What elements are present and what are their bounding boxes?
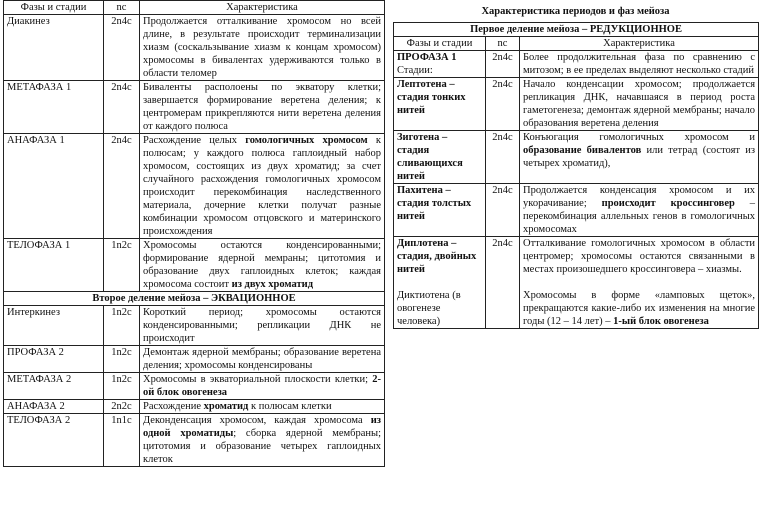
phase-cell <box>394 184 486 237</box>
left-header-nc: nc <box>104 1 140 15</box>
right-phase-row <box>394 237 759 329</box>
right-header-phase: Фазы и стадии <box>394 37 486 51</box>
phase-cell: МЕТАФАЗА 1 <box>4 81 104 134</box>
nc-cell: 2n4c <box>486 131 520 184</box>
description-cell: Расхождение целых гомологичных хромосом к полюсам; у каждого полюса гаплоидный набор хромосом, состоящих из двух хроматид; за счет случайного расхождения гомологичных хромосом происходит перекомбинация наследственного материала, дочерние клетки получат разные комбинации хромосом отцовского и материнского происхождения <box>140 134 385 239</box>
bold-term: гомологичных хромосом <box>245 135 368 146</box>
nc-cell: 1n2c <box>104 373 140 400</box>
description-cell: Расхождение хроматид к полюсам клетки <box>140 400 385 414</box>
description-cell: Отталкивание гомологичных хромосом в области центромер; хромосомы остаются связанными в местах произошедшего кроссинговера – хиазмы. Хромосомы в форме «ламповых щеток», прекращаются какие-либо их изменения на многие годы (12 – 14 лет) – 1-ый блок овогенеза <box>520 237 759 329</box>
nc-cell: 2n4c <box>104 15 140 81</box>
bold-term: хроматид <box>203 401 249 412</box>
left-phase2-row <box>4 414 385 467</box>
left-phase2-row <box>4 373 385 400</box>
phase-cell: ПРОФАЗА 2 <box>4 346 104 373</box>
bold-term: Диплотена – стадия, двойных нитей <box>397 238 477 275</box>
bold-term: Пахитена – стадия толстых нитей <box>397 185 472 222</box>
phase-cell: ТЕЛОФАЗА 2 <box>4 414 104 467</box>
bold-term: Зиготена – стадия сливающихся нитей <box>397 132 463 182</box>
phase-cell <box>394 78 486 131</box>
description-cell: Короткий период; хромосомы остаются конденсированными; репликации ДНК не происходит <box>140 306 385 346</box>
left-phase-row <box>4 134 385 239</box>
bold-term: происходит кроссинговер <box>601 198 735 209</box>
description-cell: Биваленты располоены по экватору клетки; завершается формирование веретена деления; к центромерам прикрепляются нити веретена деления от каждого полюса <box>140 81 385 134</box>
description-cell: Демонтаж ядерной мембраны; образование веретена деления; хромосомы конденсированы <box>140 346 385 373</box>
bold-term: из одной хроматиды <box>143 415 381 439</box>
description-cell: Начало конденсации хромосом; продолжается репликация ДНК, начавшаяся в период роста гаметогенеза; демонтаж ядерной мембраны; начало образования веретена деления <box>520 78 759 131</box>
nc-cell: 2n4c <box>104 134 140 239</box>
phase-cell: Диплотена – стадия, двойных нитей Диктиотена (в овогенезе человека) <box>394 237 486 329</box>
description-cell: Конъюгация гомологичных хромосом и образование бивалентов или тетрад (состоят из четырех хроматид), <box>520 131 759 184</box>
phase-cell: Интеркинез <box>4 306 104 346</box>
description-cell: Хромосомы в экваториальной плоскости клетки; 2-ой блок овогенеза <box>140 373 385 400</box>
description-cell: Продолжается отталкивание хромосом но всей длине, в результате происходит терминализации хиазм (соскальзывание хиазм к концам хромосом) хромосомы в бивалентах удерживаются только в области теломер <box>140 15 385 81</box>
nc-cell: 1n1c <box>104 414 140 467</box>
right-header-row <box>394 37 759 51</box>
phase-cell: ПРОФАЗА 1 Стадии: <box>394 51 486 78</box>
nc-cell: 1n2c <box>104 306 140 346</box>
left-header-desc: Характеристика <box>140 1 385 15</box>
left-meiosis-table <box>3 0 385 467</box>
bold-term: из двух хроматид <box>231 279 314 290</box>
nc-cell: 1n2c <box>104 239 140 292</box>
right-header-desc: Характеристика <box>520 37 759 51</box>
nc-cell: 2n4c <box>486 78 520 131</box>
phase-cell: Диакинез <box>4 15 104 81</box>
bold-term: 1-ый блок овогенеза <box>613 316 709 327</box>
left-phase2-row <box>4 400 385 414</box>
right-phase-row <box>394 78 759 131</box>
left-phase-row <box>4 15 385 81</box>
nc-cell: 2n4c <box>486 237 520 329</box>
right-phase-row <box>394 131 759 184</box>
bold-term: 2-ой блок овогенеза <box>143 374 381 398</box>
phase-cell: МЕТАФАЗА 2 <box>4 373 104 400</box>
left-header-phase: Фазы и стадии <box>4 1 104 15</box>
left-phase-row <box>4 81 385 134</box>
right-phase-row <box>394 51 759 78</box>
right-phase-row <box>394 184 759 237</box>
left-phase2-row <box>4 346 385 373</box>
nc-cell: 2n4c <box>104 81 140 134</box>
phase-cell <box>394 131 486 184</box>
nc-cell: 2n4c <box>486 51 520 78</box>
description-cell: Хромосомы остаются конденсированными; формирование ядерной мемраны; цитотомия и образование двух гаплоидных клеток; каждая хромосома состоит из двух хроматид <box>140 239 385 292</box>
nc-cell: 2n4c <box>486 184 520 237</box>
right-table-title: Характеристика периодов и фаз мейоза <box>481 6 670 17</box>
right-meiosis-table <box>393 22 759 329</box>
left-phase-row <box>4 239 385 292</box>
phase-cell: АНАФАЗА 2 <box>4 400 104 414</box>
description-cell: Деконденсация хромосом, каждая хромосома из одной хроматиды; сборка ядерной мембраны; цитотомия и образование четырех гаплоидных клеток <box>140 414 385 467</box>
phase-cell: АНАФАЗА 1 <box>4 134 104 239</box>
section-title-second-division: Второе деление мейоза – ЭКВАЦИОННОЕ <box>4 292 385 306</box>
right-section-row <box>394 23 759 37</box>
description-cell: Продолжается конденсация хромосом и их укорачивание; происходит кроссинговер – перекомбинация аллельных генов в гомологичных хромосомах <box>520 184 759 237</box>
left-phase2-row <box>4 306 385 346</box>
section-title-first-division: Первое деление мейоза – РЕДУКЦИОННОЕ <box>394 23 759 37</box>
phase-cell: ТЕЛОФАЗА 1 <box>4 239 104 292</box>
left-section-row <box>4 292 385 306</box>
bold-term: Лептотена – стадия тонких нитей <box>397 79 466 116</box>
right-header-nc: nc <box>486 37 520 51</box>
description-cell: Более продолжительная фаза по сравнению с митозом; в ее пределах выделяют несколько стадий <box>520 51 759 78</box>
bold-term: образование бивалентов <box>523 145 642 156</box>
bold-term: ПРОФАЗА 1 <box>397 52 457 63</box>
left-header-row <box>4 1 385 15</box>
nc-cell: 2n2c <box>104 400 140 414</box>
nc-cell: 1n2c <box>104 346 140 373</box>
